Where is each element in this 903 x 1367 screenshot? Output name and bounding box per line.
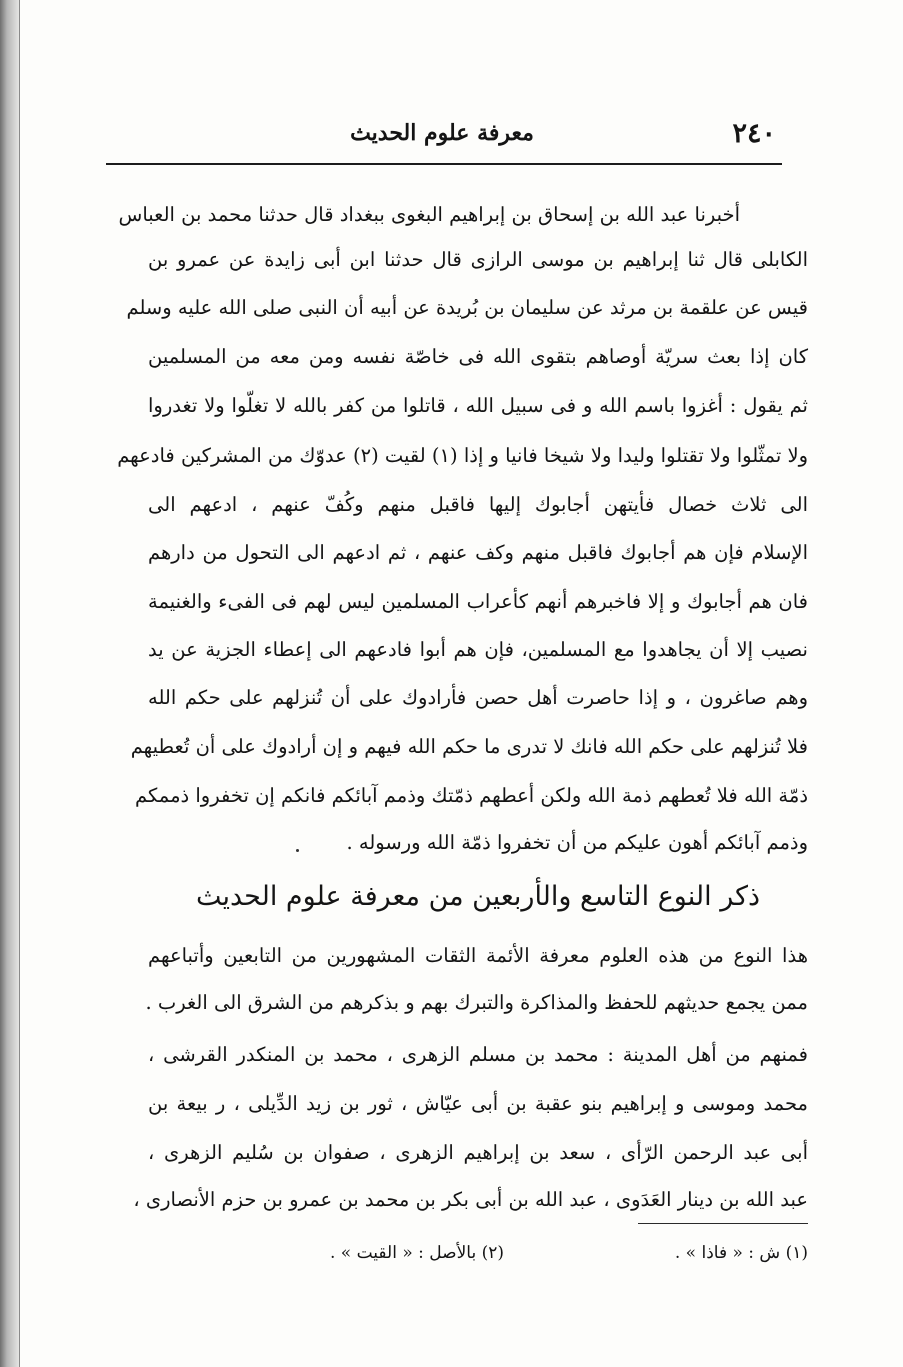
- footnotes: [330, 1236, 808, 1270]
- text-line: ممن يجمع حديثهم للحفظ والمذاكرة والتبرك بهم و بذكرهم من الشرق الى الغرب .: [145, 991, 808, 1014]
- page-spine-shadow: [0, 0, 20, 1367]
- page-header: [108, 118, 776, 154]
- text-line: أخبرنا عبد الله بن إسحاق بن إبراهيم البغوى ببغداد قال حدثنا محمد بن العباس: [118, 203, 740, 226]
- footnote-2: (٢) بالأصل : « القيت » .: [330, 1243, 505, 1263]
- text-line: وذمم آبائكم أهون عليكم من أن تخفروا ذمّة الله ورسوله .: [346, 831, 808, 854]
- page-number: ٢٤٠: [732, 118, 776, 149]
- ink-dot: [296, 849, 299, 852]
- text-line: الإسلام فإن هم أجابوك فاقبل منهم وكف عنهم ، ثم ادعهم الى التحول من دارهم: [148, 541, 808, 564]
- text-line: ولا تمثّلوا ولا تقتلوا وليدا ولا شيخا فانيا و إذا (١) لقيت (٢) عدوّك من المشركين فادعهم: [117, 444, 808, 467]
- text-line: فان هم أجابوك و إلا فاخبرهم أنهم كأعراب المسلمين ليس لهم فى الفىء والغنيمة: [148, 590, 808, 613]
- text-line: عبد الله بن دينار العَدَوى ، عبد الله بن أبى بكر بن محمد بن عمرو بن حزم الأنصارى ،: [133, 1188, 808, 1211]
- header-rule: [106, 163, 782, 165]
- text-line: ثم يقول : أغزوا باسم الله و فى سبيل الله ، قاتلوا من كفر بالله لا تغلّوا ولا تغدروا: [148, 394, 808, 417]
- text-line: ذمّة الله فلا تُعطهم ذمة الله ولكن أعطهم ذمّتك وذمم آبائكم فانكم إن تخفروا ذممكم: [135, 784, 808, 807]
- text-line: كان إذا بعث سريّة أوصاهم بتقوى الله فى خاصّة نفسه ومن معه من المسلمين: [148, 345, 808, 368]
- footnote-rule: [638, 1223, 808, 1224]
- text-line: وهم صاغرون ، و إذا حاصرت أهل حصن فأرادوك على أن تُنزلهم على حكم الله: [148, 686, 808, 709]
- text-line: فلا تُنزلهم على حكم الله فانك لا تدرى ما حكم الله فيهم و إن أرادوك على أن تُعطيهم: [130, 735, 808, 758]
- text-line: محمد وموسى و إبراهيم بنو عقبة بن أبى عيّاش ، ثور بن زيد الدِّيلى ، ر بيعة بن: [148, 1092, 808, 1115]
- text-line: هذا النوع من هذه العلوم معرفة الأئمة الثقات المشهورين من التابعين وأتباعهم: [148, 944, 808, 967]
- text-line: قيس عن علقمة بن مرثد عن سليمان بن بُريدة عن أبيه أن النبى صلى الله عليه وسلم: [126, 296, 808, 319]
- section-heading: [148, 872, 808, 922]
- text-line: نصيب إلا أن يجاهدوا مع المسلمين، فإن هم أبوا فادعهم الى إعطاء الجزية عن يد: [148, 638, 808, 661]
- text-line: الكابلى قال ثنا إبراهيم بن موسى الرازى قال حدثنا ابن أبى زايدة عن عمرو بن: [148, 248, 808, 271]
- page-edge-line: [19, 0, 20, 1367]
- text-line: فمنهم من أهل المدينة : محمد بن مسلم الزهرى ، محمد بن المنكدر القرشى ،: [148, 1043, 808, 1066]
- text-line: الى ثلاث خصال فأيتهن أجابوك إليها فاقبل منهم وكُفّ عنهم ، ادعهم الى: [148, 493, 808, 516]
- footnote-1: (١) ش : « فاذا » .: [674, 1243, 808, 1263]
- text-line: أبى عبد الرحمن الرّأى ، سعد بن إبراهيم الزهرى ، صفوان بن سُليم الزهرى ،: [148, 1141, 808, 1164]
- section-heading-text: ذكر النوع التاسع والأربعين من معرفة علوم الحديث: [195, 881, 760, 912]
- running-title: معرفة علوم الحديث: [350, 120, 534, 146]
